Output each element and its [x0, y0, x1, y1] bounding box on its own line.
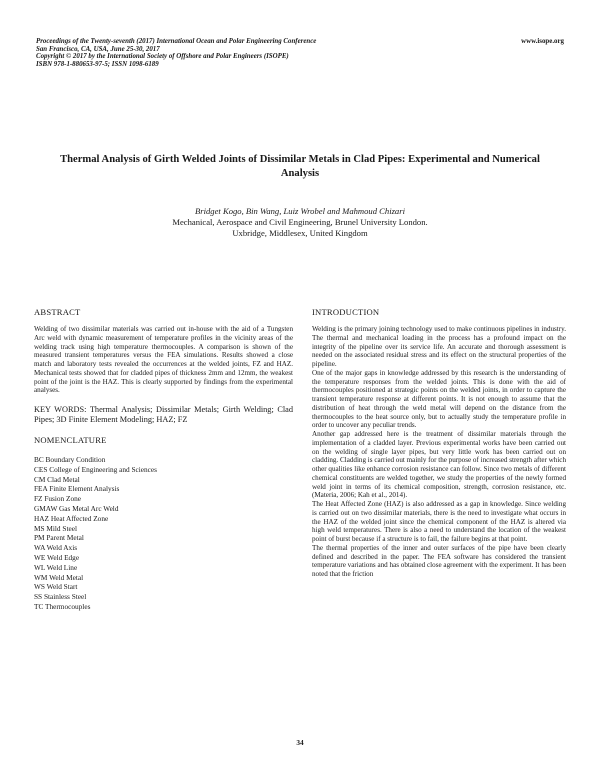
introduction-paragraph: Another gap addressed here is the treatment of dissimilar materials through the implementation of a cladded layer. Previous experimental works have been carried out on the welding of single layer pipes, but very little work has been carried out on cladding. Cladding is carried out mainly for the purpose of increased strength after which other qualities like enhance corrosion resistance can follow. Since two metals of different chemical constituents are welded together, we study the properties of the newly formed weld joint in terms of its chemical composition, strength, corrosion resistance, etc. (Materia, 2006; Kah et al., 2014). — [312, 430, 566, 500]
nomenclature-item: WL Weld Line — [34, 562, 78, 572]
header-url[interactable]: www.isope.org — [521, 38, 564, 45]
nomenclature-item: MS Mild Steel — [34, 523, 77, 533]
nomenclature-item: HAZ Heat Affected Zone — [34, 513, 109, 523]
keywords: KEY WORDS: Thermal Analysis; Dissimilar Metals; Girth Welding; Clad Pipes; 3D Finite Element Modeling; HAZ; FZ — [34, 405, 293, 424]
author-block — [100, 206, 500, 239]
affiliation-line: Uxbridge, Middlesex, United Kingdom — [232, 228, 368, 238]
paper-title: Thermal Analysis of Girth Welded Joints of Dissimilar Metals in Clad Pipes: Experimental and Numerical Analysis — [60, 154, 540, 179]
page-number: 34 — [296, 738, 304, 747]
nomenclature-item: FZ Fusion Zone — [34, 494, 82, 504]
nomenclature-item: PM Parent Metal — [34, 533, 84, 543]
header-line: Proceedings of the Twenty-seventh (2017) International Ocean and Polar Engineering Conference — [36, 38, 317, 45]
author-names: Bridget Kogo, Bin Wang, Luiz Wrobel and Mahmoud Chizari — [195, 206, 405, 216]
introduction-paragraph: Welding is the primary joining technology used to make continuous pipelines in industry. The thermal and mechanical loading in the process has a profound impact on the integrity of the pipeline over its service life. An accurate and thorough assessment is needed on the associated residual stress and its effect on the structural properties of the pipeline. — [312, 325, 566, 368]
nomenclature-item: WM Weld Metal — [34, 572, 84, 582]
header-line: Copyright © 2017 by the International Society of Offshore and Polar Engineers (ISOPE) — [36, 53, 289, 60]
nomenclature-list — [34, 455, 293, 612]
nomenclature-item: FEA Finite Element Analysis — [34, 484, 120, 494]
nomenclature-item: WE Weld Edge — [34, 552, 80, 562]
nomenclature-item: SS Stainless Steel — [34, 592, 87, 602]
introduction-paragraph: The Heat Affected Zone (HAZ) is also addressed as a gap in knowledge. Since welding is carried out on two dissimilar materials, there is the need to investigate what occurs in the HAZ of the welded joint since the chemical component of the HAZ is altered via high weld temperatures. There is also a need to understand the location of the weakest point of burst because if a structure is to fail, the failure begins at that point. — [312, 500, 566, 543]
right-column — [312, 307, 566, 579]
nomenclature-item: WA Weld Axis — [34, 543, 78, 553]
header-line: ISBN 978-1-880653-97-5; ISSN 1098-6189 — [36, 60, 159, 68]
introduction-heading: INTRODUCTION — [312, 307, 380, 317]
left-column — [34, 307, 293, 612]
abstract-text: Welding of two dissimilar materials was carried out in-house with the aid of a Tungsten Arc weld with dynamic measurement of temperature profiles in the vicinity areas of the welding track using high temperature thermocouples. A comparison is shown of the measured transient temperatures versus the FEA simulations. Results showed a close match and laboratory tests revealed the occurrences at the welded joints, FZ and HAZ. Mechanical tests showed that for cladded pipes of thickness 2mm and 12mm, the weakest point of the joint is the HAZ. This is clearly supported by findings from the experimental analyses. — [34, 325, 293, 395]
nomenclature-heading: NOMENCLATURE — [34, 435, 107, 445]
nomenclature-item: CES College of Engineering and Sciences — [34, 464, 158, 474]
nomenclature-item: CM Clad Metal — [34, 474, 80, 484]
header-line: San Francisco, CA, USA, June 25-30, 2017 — [36, 45, 160, 53]
nomenclature-item: TC Thermocouples — [34, 601, 91, 611]
abstract-heading: ABSTRACT — [34, 307, 81, 317]
affiliation-line: Mechanical, Aerospace and Civil Engineering, Brunel University London. — [172, 217, 428, 227]
conference-header — [36, 38, 506, 68]
nomenclature-item: GMAW Gas Metal Arc Weld — [34, 503, 119, 513]
nomenclature-item: WS Weld Start — [34, 582, 78, 592]
introduction-paragraph: One of the major gaps in knowledge addressed by this research is the understanding of the temperature responses from the welded joints. This is done with the aid of thermocouples positioned at strategic points on the welded joints, in order to capture the transient temperature response at different points. It is not enough to assume that the distribution of heat through the weld metal will depend on the distance from the thermocouples to the heat source only, but to actually study the temperature profile in order to uncover any peculiar trends. — [312, 368, 566, 430]
introduction-paragraph: The thermal properties of the inner and outer surfaces of the pipe have been clearly defined and described in the paper. The FEA software has considered the transient temperature variations and has obtained close agreement with the experiment. It has been noted that the friction — [312, 543, 566, 578]
nomenclature-item: BC Boundary Condition — [34, 455, 106, 464]
